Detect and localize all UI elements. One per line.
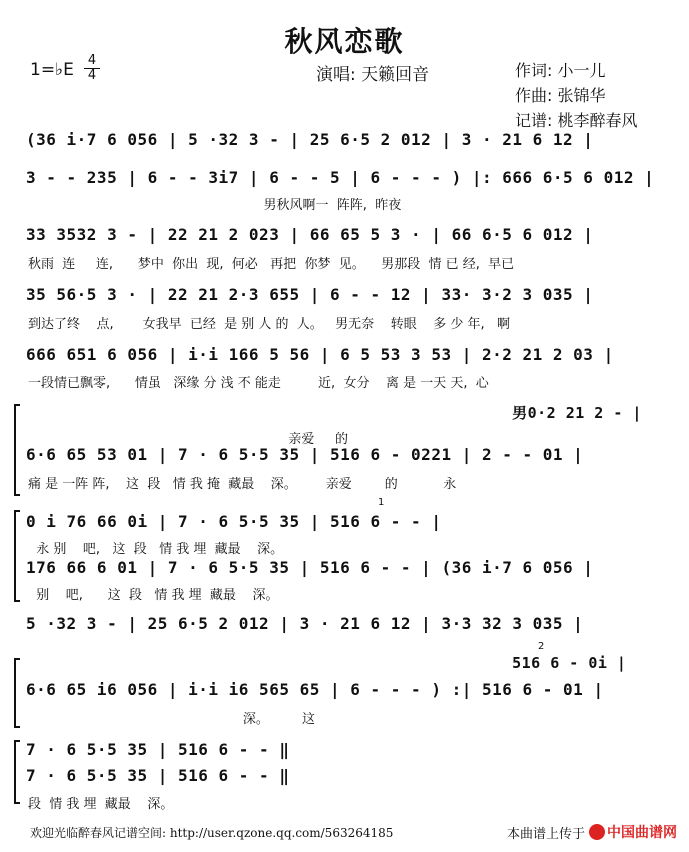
music-row-6: 男0·2 21 2 - |: [26, 404, 642, 422]
music-row-7: 6·6 65 53 01 | 7 · 6 5·5 35 | 516 6 - 0221 | 2 - - 01 |: [26, 445, 584, 464]
staff-bracket-1: [14, 404, 20, 496]
uploader: [507, 822, 677, 842]
logo-text: 中国曲谱网: [607, 825, 677, 841]
music-row-4: 35 56·5 3 · | 22 21 2·3 655 | 6 - - 12 | 33· 3·2 3 035 |: [26, 285, 594, 304]
music-row-13: 7 · 6 5·5 35 | 516 6 - - ‖: [26, 740, 290, 759]
meter-bottom: 4: [87, 68, 97, 83]
music-row-12: 6·6 65 i6 056 | i·i i6 565 65 | 6 - - - ) :| 516 6 - 01 |: [26, 680, 604, 699]
music-row-1: (36 i·7 6 056 | 5 ·32 3 - | 25 6·5 2 012 | 3 · 21 6 12 |: [26, 130, 594, 149]
lyric-row-2: 男秋风啊一 阵阵, 昨夜: [28, 198, 402, 213]
credit-lyricist: [515, 58, 638, 83]
lyric-row-5: 一段情已飘零, 情虽 深缘 分 浅 不 能走 近, 女分 离 是 一天 天, 心: [28, 376, 489, 391]
performer: 演唱: 天籁回音: [316, 65, 430, 85]
credit-composer: [515, 83, 638, 108]
lyric-row-8: 永 别 吧, 这 段 情 我 埋 藏最 深。: [28, 542, 284, 557]
credits: [515, 58, 638, 133]
staff-bracket-3: [14, 658, 20, 728]
meter-top: 4: [84, 54, 100, 69]
time-signature: [84, 54, 100, 83]
credit-value: 小一儿: [557, 61, 606, 80]
song-title: 秋风恋歌: [284, 25, 405, 58]
music-row-10: 5 ·32 3 - | 25 6·5 2 012 | 3 · 21 6 12 | 3·3 32 3 035 |: [26, 614, 584, 633]
credit-label: 作词:: [515, 61, 553, 80]
music-row-9: 176 66 6 01 | 7 · 6 5·5 35 | 516 6 - - | (36 i·7 6 056 |: [26, 558, 594, 577]
credit-label: 记谱:: [515, 111, 553, 130]
music-row-8: 0 i 76 66 0i | 7 · 6 5·5 35 | 516 6 - - |: [26, 512, 442, 531]
music-row-5: 666 651 6 056 | i·i 166 5 56 | 6 5 53 3 53 | 2·2 21 2 03 |: [26, 345, 614, 364]
volta-1-label: 1: [378, 497, 385, 508]
lyric-row-3: 秋雨 连 连, 梦中 你出 现, 何必 再把 你梦 见。 男那段 情 已 经, 早已: [28, 257, 515, 272]
uploader-label: 本曲谱上传于: [506, 826, 585, 842]
staff-bracket-2: [14, 510, 20, 602]
lyric-row-7: 痛 是 一阵 阵, 这 段 情 我 掩 藏最 深。 亲爱 的 永: [28, 477, 457, 492]
site-logo[interactable]: [589, 822, 677, 842]
lyric-row-6: 亲爱 的: [28, 432, 348, 447]
music-row-11: 516 6 - 0i |: [26, 654, 627, 672]
key-signature: 1=♭E: [30, 60, 74, 80]
music-row-2: 3 - - 235 | 6 - - 3i7 | 6 - - 5 | 6 - - - ) |: 666 6·5 6 012 |: [26, 168, 655, 187]
footer-text: 欢迎光临醉春风记谱空间: http://user.qzone.qq.com/563264185: [30, 826, 394, 840]
lyric-row-4: 到达了终 点, 女我早 已经 是 别 人 的 人。 男无奈 转眼 多 少 年, 啊: [28, 317, 511, 332]
music-row-3: 33 3532 3 - | 22 21 2 023 | 66 65 5 3 · | 66 6·5 6 012 |: [26, 225, 594, 244]
volta-2-label: 2: [538, 641, 545, 652]
credit-value: 桃李醉春风: [557, 111, 638, 130]
credit-label: 作曲:: [515, 86, 553, 105]
music-row-14: 7 · 6 5·5 35 | 516 6 - - ‖: [26, 766, 290, 785]
staff-bracket-4: [14, 740, 20, 804]
credit-value: 张锦华: [557, 86, 606, 105]
lyric-row-12: 深。 这: [28, 712, 315, 727]
logo-icon: [589, 824, 605, 840]
lyric-row-14: 段 情 我 埋 藏最 深。: [28, 797, 174, 812]
lyric-row-9: 别 吧, 这 段 情 我 埋 藏最 深。: [28, 588, 279, 603]
